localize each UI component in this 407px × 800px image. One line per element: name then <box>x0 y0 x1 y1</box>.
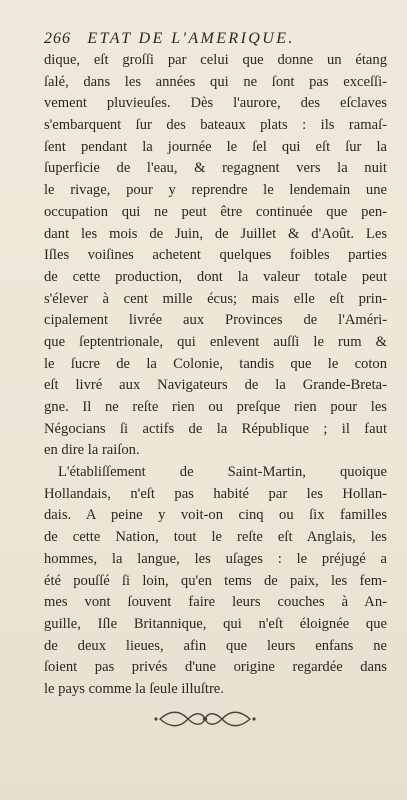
text-line: le pays comme la ſeule illuſtre. <box>44 680 224 697</box>
text-line: vement pluvieuſes. Dès l'aurore, des eſclaves <box>44 95 387 112</box>
text-line: dant les mois de Juin, de Juillet & d'Août. Les <box>44 225 387 242</box>
text-line: de cette production, dont la valeur totale peut <box>44 268 387 285</box>
text-line: ſalé, dans les années qui ne ſont pas exceſſi- <box>44 73 387 90</box>
text-line: dique, eſt groſſi par celui que donne un étang <box>44 52 387 68</box>
fleuron-ornament <box>150 708 260 730</box>
page-number: 266 <box>44 30 71 47</box>
text-line: été pouſſé ſi loin, qu'en tems de paix, les fem- <box>44 572 387 589</box>
text-line: que ſeptentrionale, qui enlevent auſſi le rum & <box>44 333 387 350</box>
running-title: ETAT DE L'AMERIQUE. <box>87 30 295 47</box>
text-line: de deux lieues, afin que leurs enfans ne <box>44 637 387 654</box>
text-body <box>44 50 387 701</box>
text-line: guille, Iſle Britannique, qui n'eſt éloignée que <box>44 615 387 632</box>
text-line: s'embarquent ſur des bateaux plats : ils ramaſ- <box>44 117 387 134</box>
text-line: L'établiſſement de Saint-Martin, quoique <box>58 464 387 481</box>
paragraph-2 <box>44 462 387 701</box>
text-line: Iſles voiſines achetent quelques foibles parties <box>44 247 387 264</box>
text-line: dais. A peine y voit-on cinq ou ſix familles <box>44 507 387 524</box>
text-line: ſoient pas privés d'une origine regardée dans <box>44 659 387 676</box>
text-line: s'élever à cent mille écus; mais elle eſt prin- <box>44 290 387 307</box>
text-line: en dire la raiſon. <box>44 442 140 459</box>
text-line: de cette Nation, tout le reſte eſt Anglais, les <box>44 529 387 546</box>
text-line: occupation qui ne peut être continuée que pen- <box>44 203 387 220</box>
text-line: ſuperficie de l'eau, & regagnent vers la nuit <box>44 160 387 177</box>
text-line: cipalement livrée aux Provinces de l'Améri- <box>44 312 387 329</box>
text-line: ſent pendant la journée le ſel qui eſt ſur la <box>44 138 387 155</box>
text-line: Négocians ſi actifs de la République ; il faut <box>44 420 387 437</box>
running-header <box>44 30 385 48</box>
text-line: Hollandais, n'eſt pas habité par les Hollan- <box>44 485 387 502</box>
text-line: mes vont ſouvent faire leurs couches à An- <box>44 594 387 611</box>
text-line: le ſucre de la Colonie, tandis que le coton <box>44 355 387 372</box>
paragraph-1 <box>44 50 387 462</box>
text-line: eſt livré aux Navigateurs de la Grande-Breta- <box>44 377 387 394</box>
text-line: le rivage, pour y reprendre le lendemain une <box>44 182 387 199</box>
text-line: gne. Il ne reſte rien ou preſque rien pour les <box>44 399 387 415</box>
text-line: hommes, la langue, les uſages : le préjugé a <box>44 550 387 567</box>
